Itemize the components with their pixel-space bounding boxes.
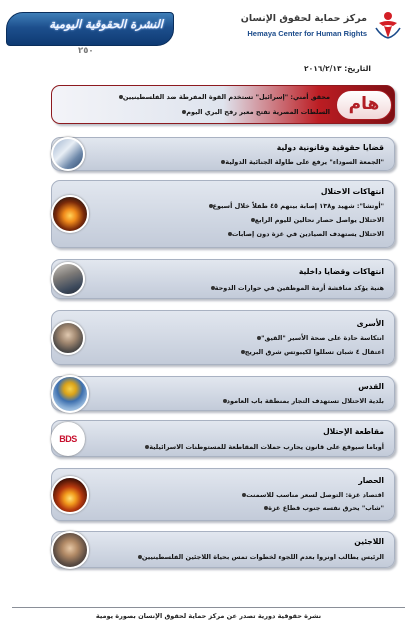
news-item[interactable] — [208, 284, 384, 292]
news-item-text: اقتصاد غزة: التوصل لسعر مناسب للاسمنت — [246, 491, 384, 499]
section-title: القدس — [358, 382, 384, 391]
section-title: مقاطعة الإحتلال — [323, 427, 384, 436]
news-item-text: الاحتلال يواصل حصار نحالين لليوم الرابع — [254, 216, 384, 224]
news-item[interactable] — [254, 334, 384, 342]
news-item[interactable] — [261, 504, 384, 512]
news-item-text: بلدية الاحتلال تستهدف التجار بمنطقة باب العامود — [226, 397, 384, 405]
section-title: الحصار — [358, 476, 384, 485]
news-item[interactable] — [206, 202, 384, 210]
news-item[interactable] — [142, 443, 384, 451]
section-title: اللاجئين — [354, 537, 384, 546]
org-name-english: Hemaya Center for Human Rights — [247, 29, 367, 38]
news-item-text: محقق أمني: "إسرائيل" تستخدم القوة المفرطة ضد الفلسطينيين — [122, 93, 330, 101]
court-building-photo — [51, 137, 85, 171]
news-item-text: الرئيس يطالب اونروا بعدم اللجوء لخطوات تمس بحياة اللاجئين الفلسطينيين — [141, 553, 384, 561]
news-item-text: الاحتلال يستهدف الصيادين في غزة دون إصابات — [231, 230, 384, 238]
section-card-occupation-violations — [51, 180, 395, 248]
important-badge — [336, 90, 392, 120]
news-item-text: أوباما سيوقع على قانون يحارب حملات المقاطعة للمستوطنات الاسرائيلية — [149, 443, 384, 451]
crowd-photo — [51, 262, 85, 296]
news-item-text: "الجمعة السوداء" يرفع على طاولة الجنائية الدولية — [225, 158, 384, 166]
section-card-siege — [51, 468, 395, 521]
refugee-child-photo — [51, 531, 89, 569]
section-card-refugees — [51, 531, 395, 568]
section-card-jerusalem — [51, 376, 395, 411]
fire-night-photo — [51, 476, 89, 514]
page-header — [0, 0, 417, 62]
section-card-prisoners — [51, 310, 395, 365]
section-title: انتهاكات الاحتلال — [320, 187, 384, 196]
section-title: انتهاكات وقضايا داخلية — [298, 267, 384, 276]
bds-logo-text: BDS — [59, 433, 77, 444]
footer-text: نشرة حقوقية دورية تصدر عن مركز حماية لحقوق الإنسان بصورة يومية — [95, 612, 322, 620]
news-item-text: انتكاسة حادة على صحة الأسير "القيق" — [261, 334, 384, 342]
news-item-text: هنية يؤكد مناقشة أزمة الموظفين في حوارات الدوحة — [214, 284, 384, 292]
news-item[interactable] — [179, 108, 330, 116]
banner-title: النشرة الحقوقية اليومية — [49, 17, 163, 31]
section-card-internal-issues — [51, 259, 395, 299]
news-item-text: "أوتشا": شهيد و١٣٨ إصابة بينهم ٤٥ طفلاً خلال أسبوع — [212, 202, 384, 210]
dome-of-rock-photo — [51, 375, 89, 413]
org-name-arabic: مركز حماية لحقوق الإنسان — [240, 13, 367, 24]
news-item[interactable] — [248, 216, 384, 224]
news-item[interactable] — [218, 158, 384, 166]
news-item-text: اعتقال ٤ شبان تسللوا لكيبوتس شرق البريج — [244, 348, 384, 356]
important-news-card — [51, 85, 395, 124]
issue-date: التاريخ: ٢٠١٦/٢/١٣ — [304, 64, 371, 73]
news-item-text: "شاب" يحرق نفسه جنوب قطاع غزة — [268, 504, 384, 512]
news-item[interactable] — [116, 93, 330, 101]
org-logo — [209, 4, 409, 44]
section-card-boycott — [51, 420, 395, 457]
prisoner-photo — [51, 321, 85, 355]
footer-divider — [12, 607, 405, 608]
news-item[interactable] — [225, 230, 384, 238]
newsletter-banner — [6, 12, 174, 46]
news-item[interactable] — [220, 397, 384, 405]
news-item[interactable] — [135, 553, 384, 561]
issue-number: ٢٥٠ — [78, 46, 94, 56]
news-item[interactable] — [239, 491, 384, 499]
section-title: الأسرى — [356, 319, 384, 328]
hemaya-logo-icon — [373, 10, 403, 40]
news-item[interactable] — [238, 348, 384, 356]
section-card-international-rights — [51, 137, 395, 171]
news-item-text: السلطات المصرية تفتح معبر رفح البري اليوم — [186, 108, 330, 116]
important-badge-label: هام — [348, 94, 380, 114]
section-title: قضايا حقوقية وقانونية دولية — [276, 143, 384, 152]
bds-logo — [51, 422, 85, 456]
fire-clash-photo — [51, 195, 89, 233]
